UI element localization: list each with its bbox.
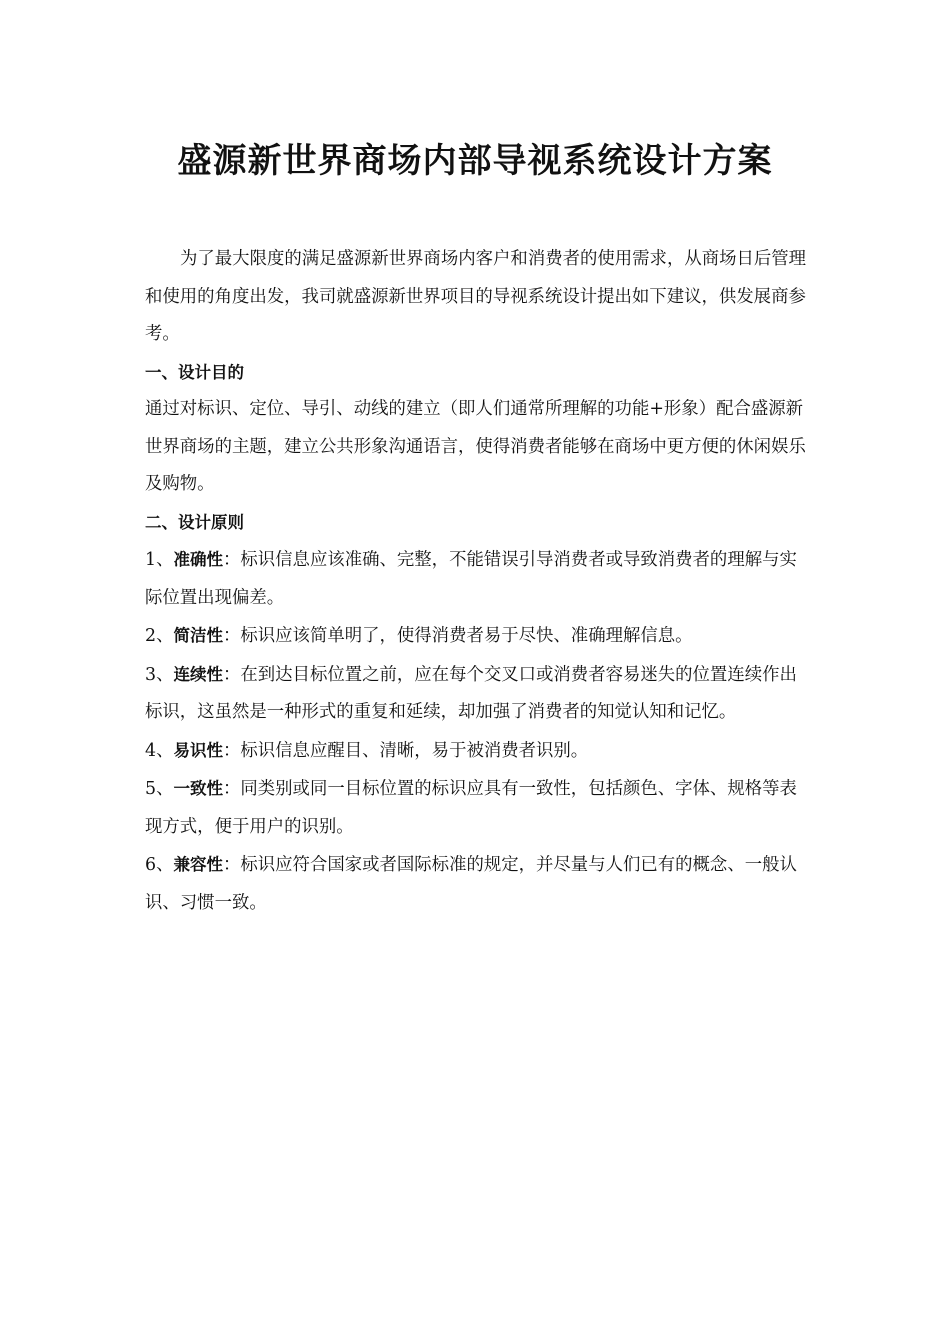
principle-label: 兼容性: [173, 855, 223, 874]
principle-text: 标识应该简单明了，使得消费者易于尽快、准确理解信息。: [240, 626, 693, 646]
document-body: [145, 241, 810, 922]
principle-label: 一致性: [173, 779, 223, 798]
document-title: 盛源新世界商场内部导视系统设计方案: [177, 140, 773, 181]
principle-label: 简洁性: [173, 626, 223, 645]
principle-text: 标识信息应该准确、完整，不能错误引导消费者或导致消费者的理解与实际位置出现偏差。: [145, 550, 797, 608]
principle-separator: ：: [222, 855, 241, 875]
principle-text: 标识信息应醒目、清晰，易于被消费者识别。: [240, 740, 589, 761]
principle-label: 准确性: [173, 550, 223, 569]
principle-label: 易识性: [173, 740, 223, 760]
principle-label: 连续性: [173, 664, 223, 684]
principle-item: [145, 770, 810, 846]
principle-separator: ：: [222, 664, 241, 685]
purpose-paragraph: 通过对标识、定位、导引、动线的建立（即人们通常所理解的功能+形象）配合盛源新世界商场的主题，建立公共形象沟通语言，使得消费者能够在商场中更方便的休闲娱乐及购物。: [145, 399, 806, 494]
principle-number: 1、: [145, 550, 174, 570]
principle-text: 同类别或同一目标位置的标识应具有一致性，包括颜色、字体、规格等表现方式，便于用户的识别。: [145, 779, 797, 837]
principle-text: 在到达目标位置之前，应在每个交叉口或消费者容易迷失的位置连续作出标识，这虽然是一种形式的重复和延续，却加强了消费者的知觉认知和记忆。: [145, 664, 797, 722]
principle-separator: ：: [222, 626, 241, 646]
principle-item: [145, 541, 810, 617]
principle-number: 4、: [145, 740, 174, 761]
principle-item: [145, 732, 810, 771]
principle-separator: ：: [222, 779, 241, 799]
section-heading-principles: 二、设计原则: [145, 512, 244, 532]
principle-number: 6、: [145, 855, 174, 875]
section-heading-purpose: 一、设计目的: [145, 362, 244, 382]
principle-item: [145, 617, 810, 656]
principle-separator: ：: [222, 550, 241, 570]
principle-item: [145, 656, 810, 732]
intro-paragraph: 为了最大限度的满足盛源新世界商场内客户和消费者的使用需求，从商场日后管理和使用的角度出发，我司就盛源新世界项目的导视系统设计提出如下建议，供发展商参考。: [145, 249, 807, 344]
principle-item: [145, 846, 810, 922]
principle-number: 2、: [145, 626, 174, 646]
principle-text: 标识应符合国家或者国际标准的规定，并尽量与人们已有的概念、一般认识、习惯一致。: [145, 855, 797, 913]
principle-number: 3、: [145, 664, 174, 685]
principle-separator: ：: [222, 740, 241, 761]
principle-number: 5、: [145, 779, 174, 799]
